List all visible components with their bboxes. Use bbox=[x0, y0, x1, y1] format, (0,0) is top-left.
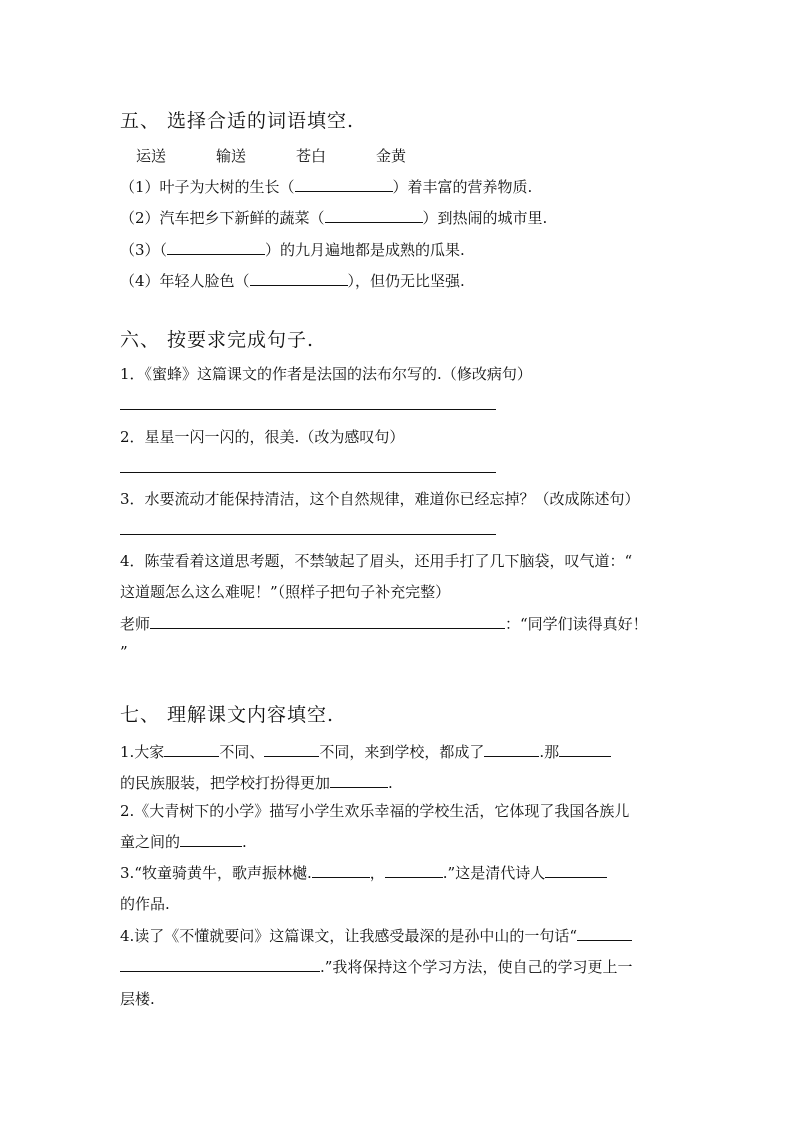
fill-blank[interactable] bbox=[167, 239, 265, 255]
s7-question-1: 1.大家 不同、 不同，来到学校，都成了 .那 bbox=[120, 741, 611, 762]
s7-question-4-cont: .”我将保持这个学习方法，使自己的学习更上一 bbox=[120, 956, 632, 977]
fill-blank[interactable] bbox=[559, 741, 611, 757]
s5-item-3: （3）（ ）的九月遍地都是成熟的瓜果. bbox=[120, 241, 465, 259]
answer-line[interactable] bbox=[120, 472, 496, 473]
s7-question-4-end: 层楼. bbox=[120, 990, 155, 1008]
fill-blank[interactable] bbox=[577, 925, 632, 941]
s5-item-2: （2）汽车把乡下新鲜的蔬菜（ ）到热闹的城市里. bbox=[120, 209, 548, 227]
s7-question-3: 3.“牧童骑黄牛，歌声振林樾. ， .”这是清代诗人 bbox=[120, 862, 607, 883]
s6-question-4-cont: 这道题怎么这么难呢！”（照样子把句子补充完整） bbox=[120, 583, 451, 601]
answer-line[interactable] bbox=[120, 409, 496, 410]
fill-blank[interactable] bbox=[264, 741, 319, 757]
fill-blank[interactable] bbox=[330, 772, 388, 788]
fill-blank[interactable] bbox=[484, 741, 539, 757]
fill-blank[interactable] bbox=[385, 862, 443, 878]
fill-blank[interactable] bbox=[164, 741, 219, 757]
answer-line[interactable] bbox=[120, 534, 496, 535]
s7-question-2: 2.《大青树下的小学》描写小学生欢乐幸福的学校生活，它体现了我国各族儿 bbox=[120, 802, 630, 820]
fill-blank[interactable] bbox=[545, 862, 607, 878]
s6-question-3: 3．水要流动才能保持清洁，这个自然规律，难道你已经忘掉？（改成陈述句） bbox=[120, 490, 640, 508]
section6-heading: 六、 按要求完成句子. bbox=[120, 329, 315, 351]
s6-question-2: 2．星星一闪一闪的，很美.（改为感叹句） bbox=[120, 428, 405, 446]
word-bank bbox=[136, 145, 436, 166]
s6-question-4-close: ” bbox=[120, 643, 128, 661]
s7-question-2-cont: 童之间的 . bbox=[120, 833, 247, 851]
s7-question-4: 4.读了《不懂就要问》这篇课文，让我感受最深的是孙中山的一句话“ bbox=[120, 925, 632, 946]
word-option: 运送 bbox=[136, 147, 167, 165]
s6-question-4: 4．陈莹看着这道思考题，不禁皱起了眉头，还用手打了几下脑袋，叹气道：“ bbox=[120, 552, 633, 570]
fill-blank[interactable] bbox=[120, 956, 320, 972]
s6-question-1: 1．《蜜蜂》这篇课文的作者是法国的法布尔写的.（修改病句） bbox=[120, 365, 532, 383]
section5-heading: 五、 选择合适的词语填空. bbox=[120, 110, 355, 132]
fill-blank[interactable] bbox=[312, 862, 370, 878]
s5-item-4: （4）年轻人脸色（ ），但仍无比坚强. bbox=[120, 272, 465, 290]
s7-question-3-cont: 的作品. bbox=[120, 895, 170, 913]
word-option: 输送 bbox=[216, 147, 247, 165]
word-option: 金黄 bbox=[376, 147, 407, 165]
s6-question-4-answer: 老师 ：“同学们读得真好！ bbox=[120, 615, 648, 633]
fill-blank[interactable] bbox=[250, 270, 348, 286]
s5-item-1: （1）叶子为大树的生长（ ）着丰富的营养物质. bbox=[120, 178, 533, 196]
section7-heading: 七、 理解课文内容填空. bbox=[120, 704, 335, 726]
fill-blank[interactable] bbox=[295, 176, 393, 192]
fill-blank[interactable] bbox=[325, 207, 423, 223]
word-option: 苍白 bbox=[296, 147, 327, 165]
fill-blank[interactable] bbox=[150, 613, 505, 629]
s7-question-1-cont: 的民族服装，把学校打扮得更加 . bbox=[120, 774, 393, 792]
fill-blank[interactable] bbox=[180, 831, 242, 847]
